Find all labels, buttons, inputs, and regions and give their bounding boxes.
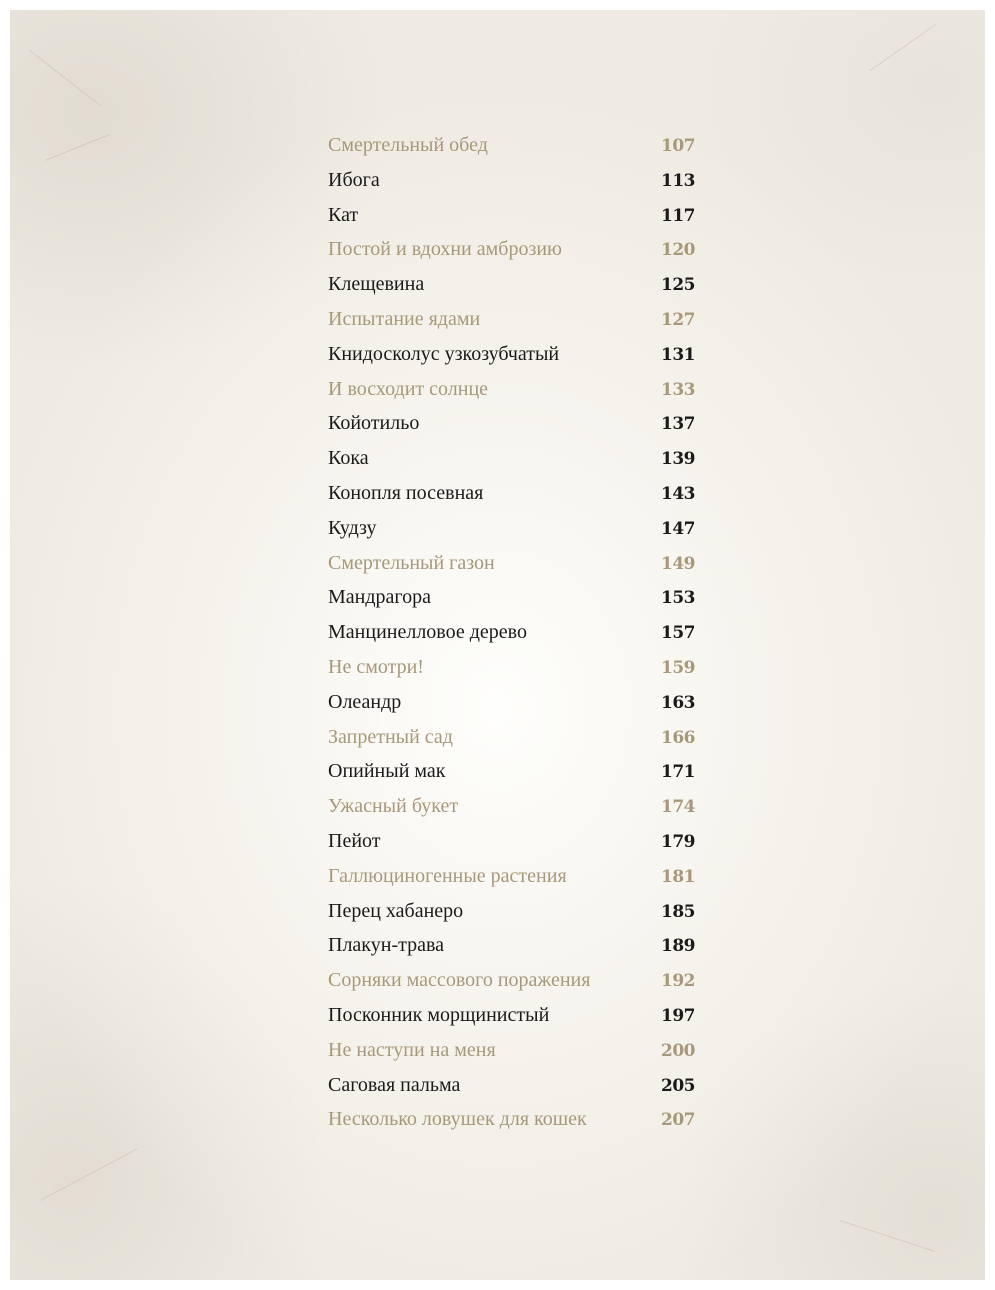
toc-page-number: 153 — [661, 588, 695, 609]
toc-page-number: 127 — [661, 309, 695, 330]
toc-title: Посконник морщинистый — [328, 1003, 550, 1026]
toc-page-number: 171 — [661, 762, 695, 783]
toc-section-row — [328, 720, 695, 755]
toc-entry-row — [328, 928, 695, 963]
toc-entry-row — [328, 1068, 695, 1103]
toc-page-number: 117 — [661, 205, 695, 226]
toc-title: Постой и вдохни амброзию — [328, 238, 562, 261]
table-of-contents — [328, 128, 695, 1137]
toc-entry-row — [328, 511, 695, 546]
toc-page-number: 137 — [661, 414, 695, 435]
toc-title: Кока — [328, 447, 369, 470]
toc-page-number: 166 — [661, 727, 695, 748]
toc-page-number: 157 — [661, 623, 695, 644]
toc-page-number: 147 — [661, 518, 695, 539]
toc-page-number: 189 — [661, 936, 695, 957]
toc-page-number: 120 — [661, 240, 695, 261]
toc-entry-row — [328, 998, 695, 1033]
toc-title: Кат — [328, 203, 359, 226]
toc-page-number: 131 — [661, 344, 695, 365]
toc-section-row — [328, 859, 695, 894]
toc-title: Ужасный букет — [328, 795, 459, 818]
toc-section-row — [328, 128, 695, 163]
paper-scratch — [840, 1220, 935, 1252]
paper-scratch — [45, 134, 110, 161]
toc-page-number: 174 — [661, 797, 695, 818]
toc-title: Не наступи на меня — [328, 1038, 496, 1061]
toc-entry-row — [328, 754, 695, 789]
toc-section-row — [328, 372, 695, 407]
toc-title: И восходит солнце — [328, 377, 489, 400]
toc-page-number: 159 — [661, 657, 695, 678]
toc-page-number: 200 — [661, 1040, 695, 1061]
toc-page-number: 107 — [661, 136, 695, 156]
toc-entry-row — [328, 824, 695, 859]
toc-page-number: 139 — [661, 449, 695, 470]
toc-title: Клещевина — [328, 273, 425, 296]
toc-title: Запретный сад — [328, 725, 453, 748]
toc-title: Манцинелловое дерево — [328, 621, 527, 644]
toc-title: Сорняки массового поражения — [328, 969, 591, 992]
toc-page-number: 113 — [661, 170, 695, 191]
toc-section-row — [328, 232, 695, 267]
toc-page-number: 149 — [661, 553, 695, 574]
toc-title: Перец хабанеро — [328, 899, 464, 922]
toc-entry-row — [328, 476, 695, 511]
toc-page-number: 192 — [661, 971, 695, 992]
toc-title: Смертельный обед — [328, 134, 488, 156]
paper-scratch — [870, 24, 936, 71]
toc-entry-row — [328, 580, 695, 615]
toc-entry-row — [328, 198, 695, 233]
book-page — [10, 10, 985, 1280]
toc-title: Книдосколус узкозубчатый — [328, 342, 560, 365]
toc-title: Саговая пальма — [328, 1073, 461, 1096]
toc-entry-row — [328, 441, 695, 476]
toc-title: Кудзу — [328, 516, 377, 539]
toc-title: Конопля посевная — [328, 481, 484, 504]
toc-page-number: 207 — [661, 1110, 695, 1131]
toc-page-number: 163 — [661, 692, 695, 713]
toc-entry-row — [328, 894, 695, 929]
toc-section-row — [328, 302, 695, 337]
toc-title: Плакун-трава — [328, 934, 445, 957]
toc-entry-row — [328, 163, 695, 198]
toc-title: Не смотри! — [328, 655, 424, 678]
toc-title: Мандрагора — [328, 586, 431, 609]
toc-entry-row — [328, 406, 695, 441]
toc-page-number: 133 — [661, 379, 695, 400]
toc-section-row — [328, 1033, 695, 1068]
paper-scratch — [40, 1148, 138, 1201]
toc-section-row — [328, 1102, 695, 1137]
toc-section-row — [328, 650, 695, 685]
toc-page-number: 181 — [661, 866, 695, 887]
toc-entry-row — [328, 685, 695, 720]
toc-title: Испытание ядами — [328, 307, 481, 330]
toc-title: Несколько ловушек для кошек — [328, 1108, 587, 1131]
toc-entry-row — [328, 267, 695, 302]
toc-title: Олеандр — [328, 690, 402, 713]
toc-page-number: 179 — [661, 831, 695, 852]
toc-section-row — [328, 789, 695, 824]
toc-title: Ибога — [328, 168, 380, 191]
toc-title: Галлюциногенные растения — [328, 864, 567, 887]
paper-scratch — [29, 50, 101, 106]
toc-page-number: 205 — [661, 1075, 695, 1096]
toc-page-number: 185 — [661, 901, 695, 922]
toc-section-row — [328, 546, 695, 581]
toc-entry-row — [328, 337, 695, 372]
toc-page-number: 197 — [661, 1005, 695, 1026]
toc-page-number: 143 — [661, 483, 695, 504]
toc-page-number: 125 — [661, 275, 695, 296]
toc-section-row — [328, 963, 695, 998]
toc-title: Пейот — [328, 829, 381, 852]
toc-entry-row — [328, 615, 695, 650]
toc-title: Опийный мак — [328, 760, 446, 783]
toc-title: Койотильо — [328, 412, 420, 435]
toc-title: Смертельный газон — [328, 551, 495, 574]
